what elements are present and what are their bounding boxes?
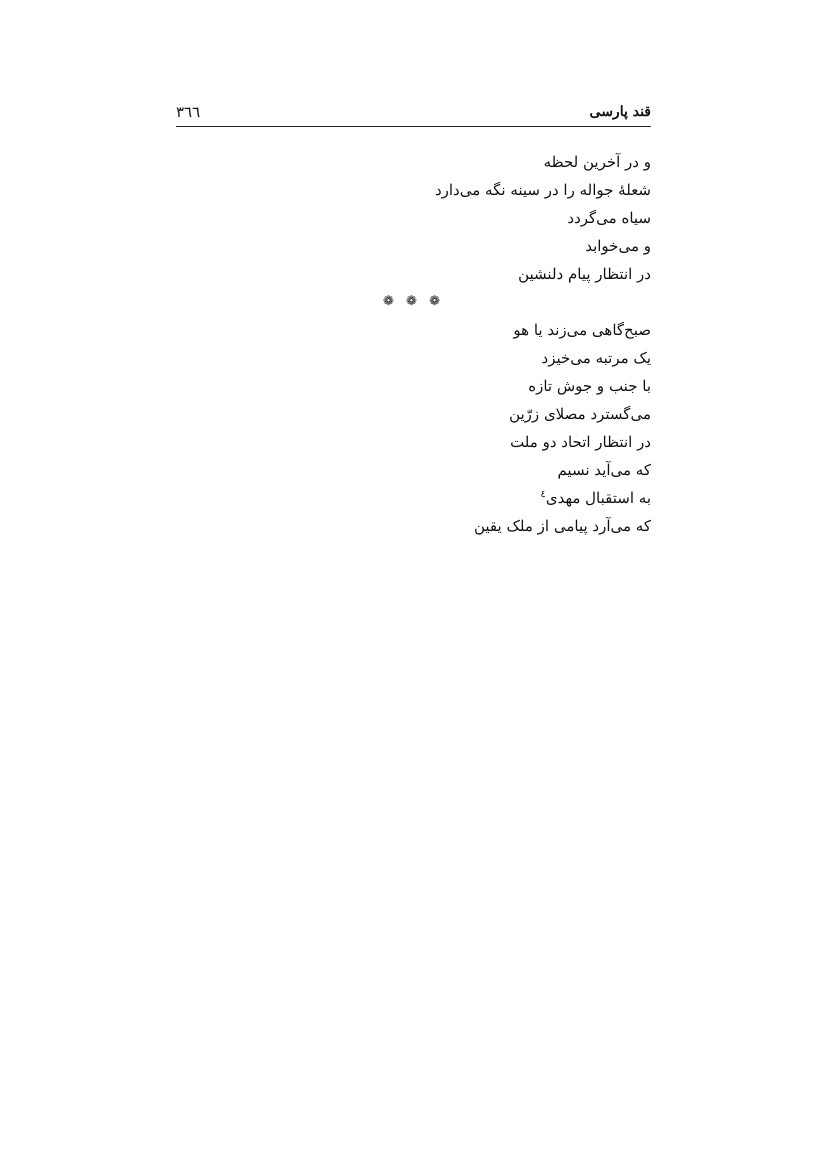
poem <box>176 148 651 540</box>
poem-line: که می‌آرد پیامی از ملک یقین <box>473 517 651 535</box>
poem-line: با جنب و جوش تازه <box>528 377 651 395</box>
book-page <box>176 96 651 576</box>
poem-line: در انتظار پیام دلنشین <box>518 265 651 283</box>
poem-line: که می‌آید نسیم <box>557 461 651 479</box>
stanza-separator: ❁ ❁ ❁ <box>383 294 444 309</box>
page-number: ۳٦٦ <box>176 103 201 121</box>
poem-line: یک مرتبه می‌خیزد <box>541 349 651 367</box>
poem-line: صبح‌گاهی می‌زند یا هو <box>513 321 651 339</box>
poem-line: می‌گسترد مصلای زرّین <box>509 405 651 423</box>
poem-line: و می‌خوابد <box>585 237 651 255</box>
poem-line: در انتظار اتحاد دو ملت <box>510 433 651 451</box>
footnote-marker[interactable]: ٤ <box>540 489 546 500</box>
running-title: قند پارسی <box>589 104 651 120</box>
poem-line: سیاه می‌گردد <box>567 209 651 227</box>
page-header <box>176 96 651 127</box>
poem-line: و در آخرین لحظه <box>543 153 651 171</box>
poem-line-text: به استقبال مهدی <box>545 489 651 507</box>
poem-line-with-footnote <box>176 484 651 512</box>
poem-line: شعلۀ جواله را در سینه نگه می‌دارد <box>434 181 651 199</box>
